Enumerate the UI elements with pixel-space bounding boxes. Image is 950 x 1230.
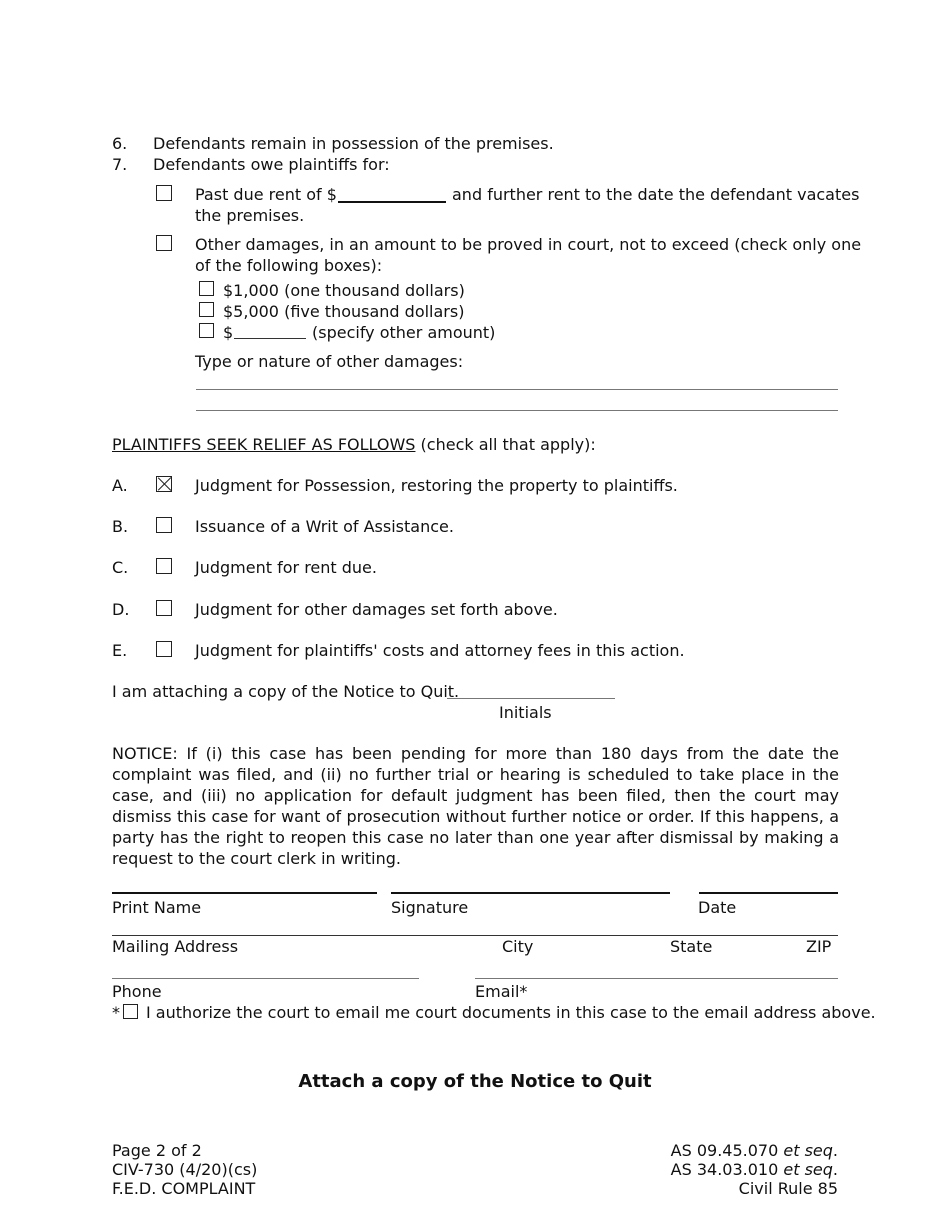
email-authorize-text: I authorize the court to email me court documents in this case to the email address above. (146, 1003, 876, 1022)
footer-statute-1 (671, 1140, 838, 1161)
authorize-star: * (112, 1003, 120, 1022)
relief-d-checkbox[interactable] (156, 600, 172, 616)
email-label: Email* (475, 982, 528, 1001)
footer-statute-2-text: AS 34.03.010 (670, 1160, 784, 1179)
relief-b-text: Issuance of a Writ of Assistance. (195, 517, 454, 536)
other-damages-text-line2: of the following boxes): (195, 256, 383, 275)
initials-field[interactable] (447, 698, 615, 699)
dismissal-notice: NOTICE: If (i) this case has been pending for more than 180 days from the date the complaint was filed, and (ii) no further trial or hearing is scheduled to take place in the case, and (iii) no application for default judgment has been filed, then the court may dismiss this case for want of prosecution without further notice or order. If this happens, a party has the right to reopen this case no later than one year after dismissal by making a request to the court clerk in writing. (112, 744, 839, 868)
relief-c-text: Judgment for rent due. (195, 558, 377, 577)
print-name-label: Print Name (112, 898, 202, 917)
footer-statute-1-italic: et seq (783, 1141, 833, 1160)
relief-heading-wrap (112, 434, 596, 455)
footer-civil-rule (739, 1178, 838, 1199)
relief-heading-note: (check all that apply): (420, 435, 596, 454)
damages-other-amount-field[interactable] (234, 338, 306, 339)
footer-statute-1-text: AS 09.45.070 (670, 1141, 784, 1160)
mailing-address-label: Mailing Address (112, 937, 239, 956)
attach-notice-title: Attach a copy of the Notice to Quit (298, 1071, 652, 1092)
footer-statute-2 (671, 1159, 838, 1180)
phone-field[interactable] (112, 978, 419, 979)
state-label: State (670, 937, 713, 956)
relief-heading: PLAINTIFFS SEEK RELIEF AS FOLLOWS (112, 435, 416, 454)
footer-form-title: F.E.D. COMPLAINT (112, 1179, 256, 1198)
item-7-number: 7. (112, 155, 128, 174)
relief-c-checkbox[interactable] (156, 558, 172, 574)
relief-b-checkbox[interactable] (156, 517, 172, 533)
damages-type-line-2[interactable] (196, 410, 838, 411)
premises-text: the premises. (195, 206, 305, 225)
footer-form-number: CIV-730 (4/20)(cs) (112, 1160, 258, 1179)
zip-label: ZIP (806, 937, 832, 956)
relief-a-checkbox[interactable] (156, 476, 172, 492)
damages-1000-label: $1,000 (one thousand dollars) (223, 281, 465, 300)
phone-label: Phone (112, 982, 162, 1001)
print-name-field[interactable] (112, 892, 377, 894)
relief-c-letter: C. (112, 558, 129, 577)
relief-a-text: Judgment for Possession, restoring the property to plaintiffs. (195, 476, 678, 495)
damages-type-line-1[interactable] (196, 389, 838, 390)
signature-field[interactable] (391, 892, 670, 894)
signature-label: Signature (391, 898, 469, 917)
damages-other-prefix: $ (223, 323, 234, 342)
footer-civil-rule-text: Civil Rule 85 (738, 1179, 838, 1198)
initials-label: Initials (499, 703, 552, 722)
relief-d-letter: D. (112, 600, 130, 619)
damages-5000-label: $5,000 (five thousand dollars) (223, 302, 465, 321)
past-due-rent-label: Past due rent of $ (195, 185, 337, 204)
other-damages-text-line1: Other damages, in an amount to be proved in court, not to exceed (check only one (195, 235, 862, 254)
further-rent-text: and further rent to the date the defendant vacates (452, 185, 860, 204)
damages-1000-checkbox[interactable] (199, 281, 214, 296)
relief-b-letter: B. (112, 517, 129, 536)
relief-e-checkbox[interactable] (156, 641, 172, 657)
other-damages-checkbox[interactable] (156, 235, 172, 251)
date-field[interactable] (699, 892, 838, 894)
relief-e-letter: E. (112, 641, 128, 660)
past-due-rent-amount-field[interactable] (338, 201, 446, 203)
date-label: Date (698, 898, 737, 917)
item-6-number: 6. (112, 134, 128, 153)
email-authorize-checkbox[interactable] (123, 1004, 138, 1019)
city-label: City (502, 937, 534, 956)
footer-statute-2-end: . (832, 1160, 838, 1179)
footer-statute-1-end: . (832, 1141, 838, 1160)
relief-e-text: Judgment for plaintiffs' costs and attorney fees in this action. (195, 641, 685, 660)
relief-a-letter: A. (112, 476, 128, 495)
damages-other-suffix: (specify other amount) (312, 323, 496, 342)
damages-type-label: Type or nature of other damages: (195, 352, 464, 371)
item-6-text: Defendants remain in possession of the premises. (153, 134, 554, 153)
footer-statute-2-italic: et seq (783, 1160, 833, 1179)
damages-5000-checkbox[interactable] (199, 302, 214, 317)
attach-notice-text: I am attaching a copy of the Notice to Quit. (112, 682, 460, 701)
footer-page-number: Page 2 of 2 (112, 1141, 202, 1160)
damages-other-checkbox[interactable] (199, 323, 214, 338)
relief-d-text: Judgment for other damages set forth above. (195, 600, 558, 619)
email-field[interactable] (475, 978, 838, 979)
past-due-rent-checkbox[interactable] (156, 185, 172, 201)
item-7-text: Defendants owe plaintiffs for: (153, 155, 390, 174)
